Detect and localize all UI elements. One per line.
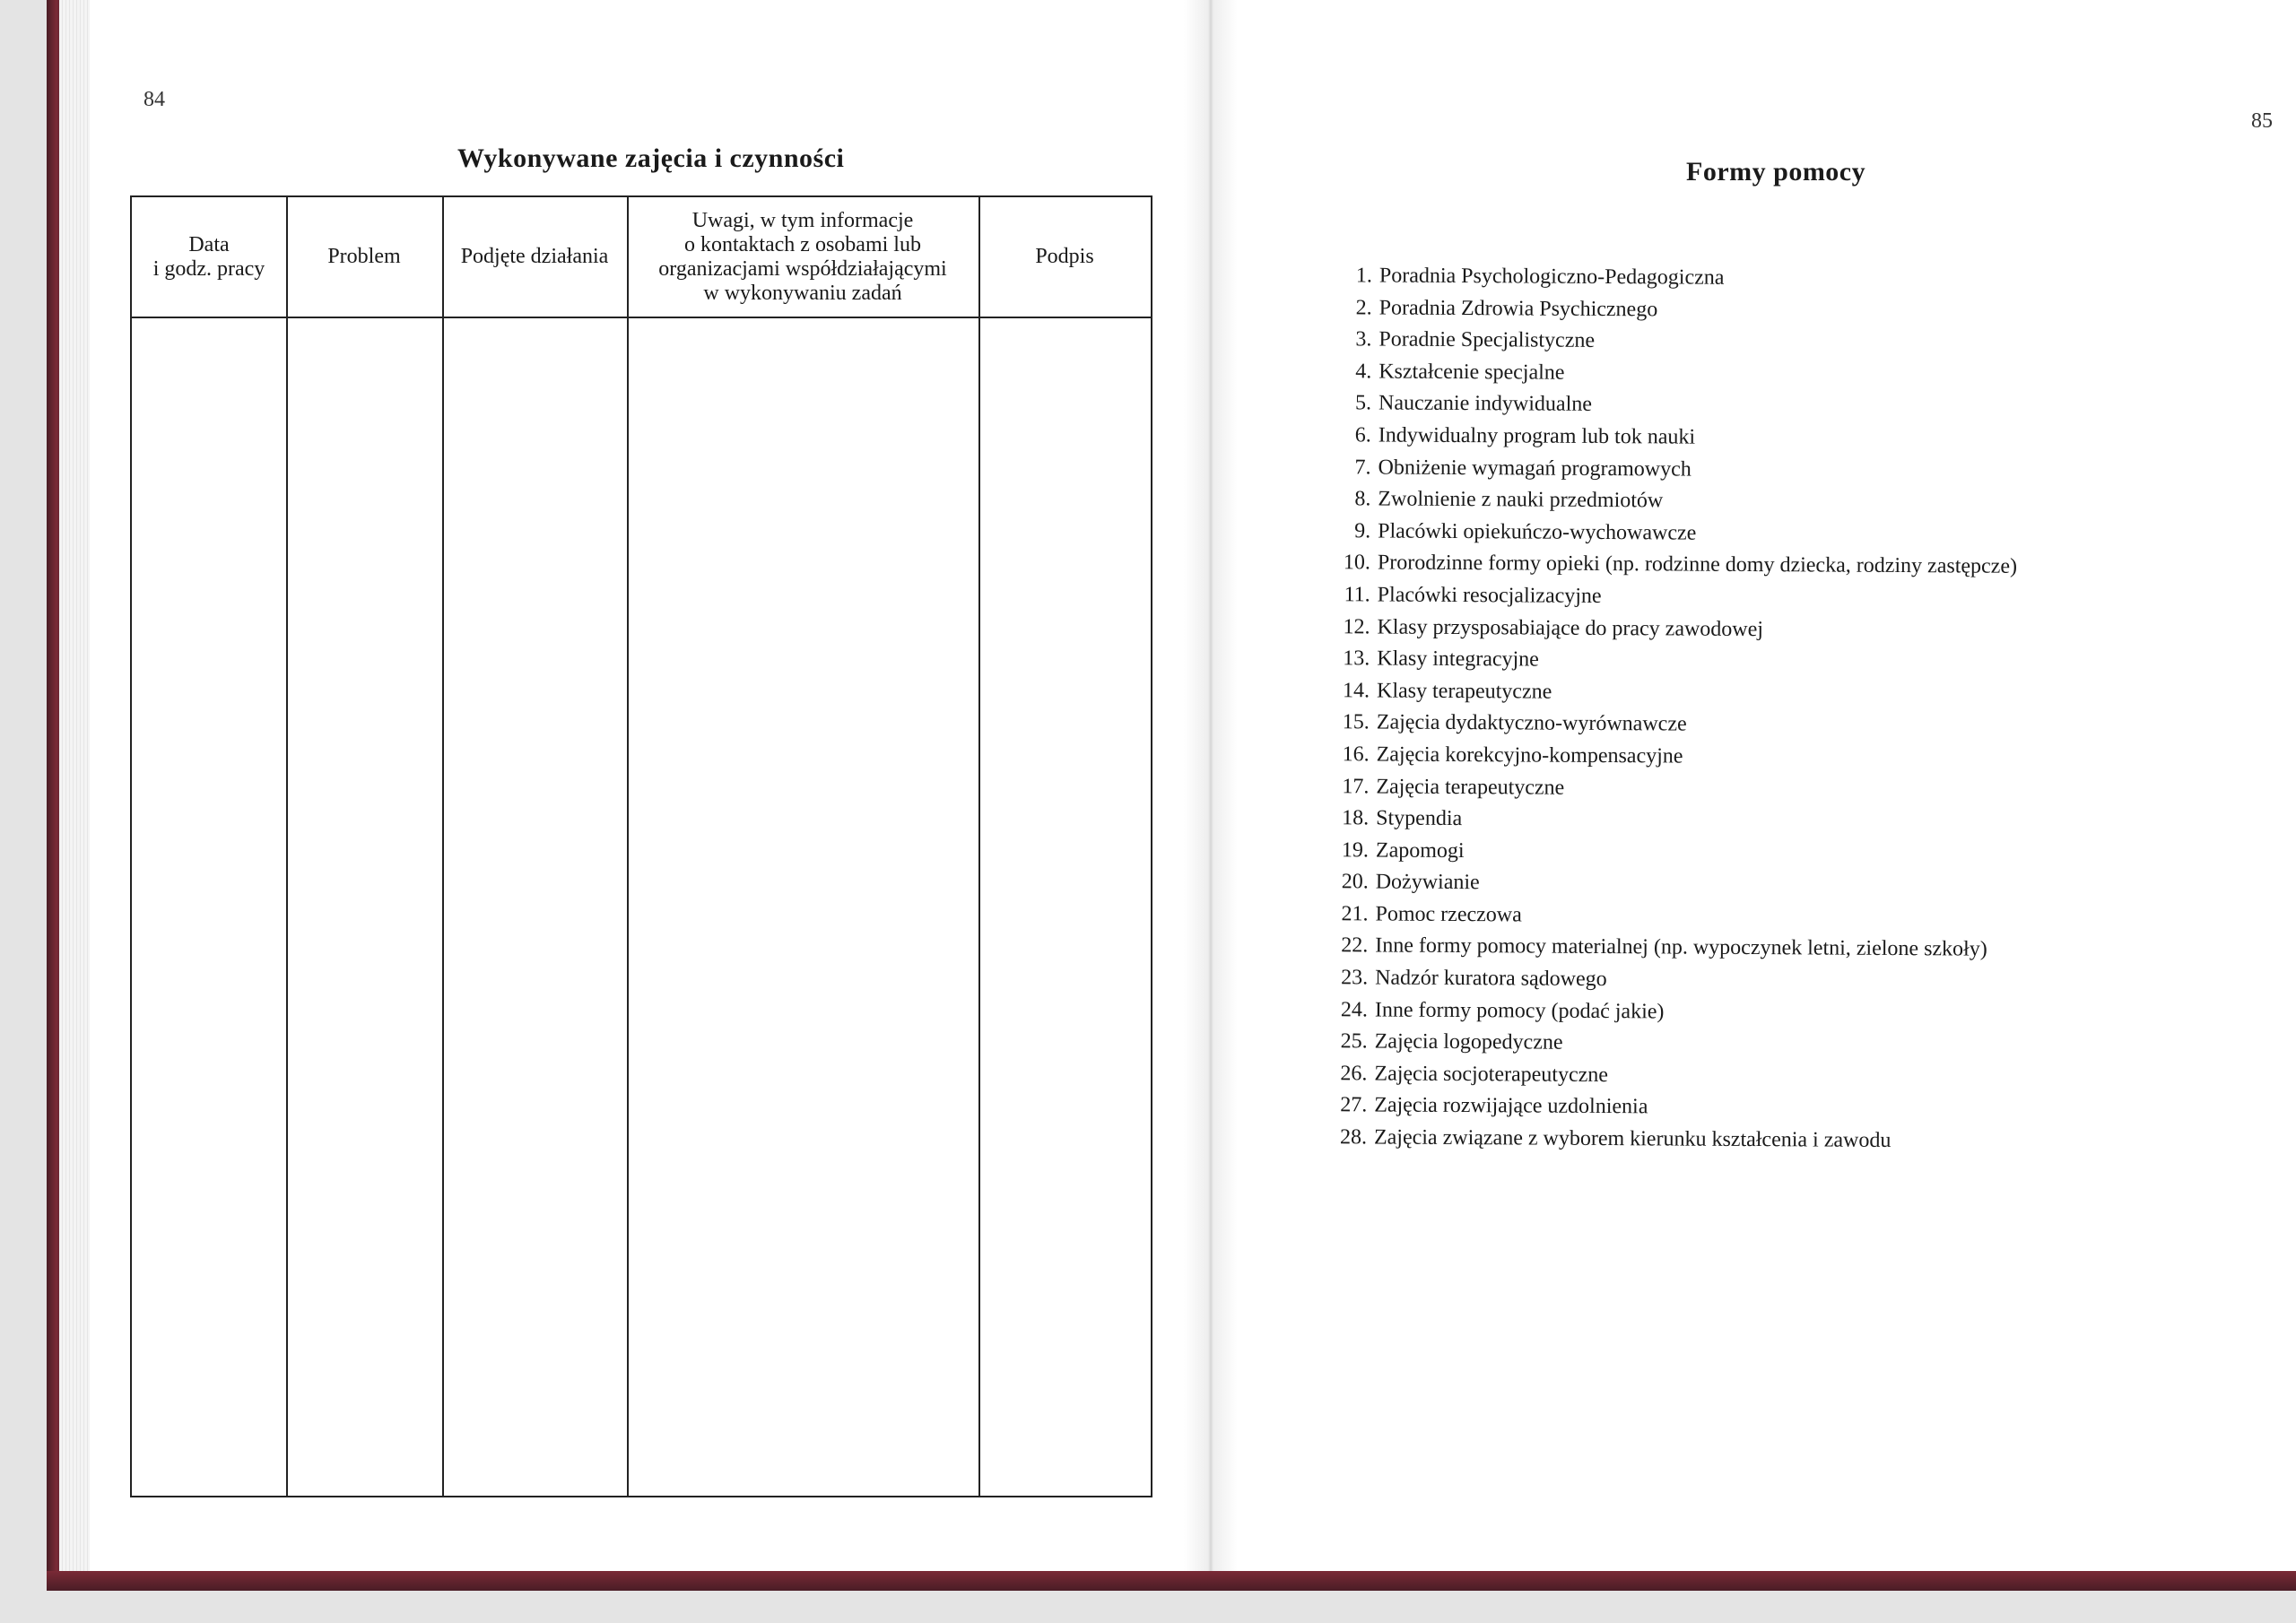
list-item-number: 11. <box>1344 583 1370 607</box>
list-item <box>1309 387 2116 424</box>
list-item-text: Poradnie Specjalistyczne <box>1378 327 1596 353</box>
table-column-divider <box>627 197 629 1496</box>
list-item-text: Placówki opiekuńczo-wychowawcze <box>1378 519 1697 545</box>
list-item-number: 15. <box>1342 710 1370 734</box>
list-item-number: 16. <box>1342 742 1370 767</box>
list-item <box>1307 643 2114 680</box>
list-item-text: Zajęcia rozwijające uzdolnienia <box>1374 1093 1648 1119</box>
list-item <box>1304 1058 2111 1095</box>
list-item-number: 7. <box>1354 455 1371 479</box>
list-item-text: Zajęcia socjoterapeutyczne <box>1374 1062 1609 1087</box>
list-item-number: 21. <box>1341 902 1369 926</box>
list-item <box>1309 324 2116 360</box>
list-item-number: 23. <box>1341 966 1369 990</box>
list-item <box>1306 803 2113 839</box>
list-item-number: 27. <box>1340 1093 1368 1117</box>
table-column-divider <box>286 197 288 1496</box>
list-item-text: Prorodzinne formy opieki (np. rodzinne domy dziecka, rodziny zastępcze) <box>1377 551 2018 579</box>
list-item-number: 13. <box>1343 647 1370 671</box>
list-item-number: 14. <box>1342 678 1370 703</box>
list-item <box>1306 835 2113 872</box>
list-item <box>1307 739 2114 776</box>
table-column-divider <box>442 197 444 1496</box>
list-item-number: 6. <box>1354 423 1371 447</box>
list-item-text: Nauczanie indywidualne <box>1378 391 1593 417</box>
list-item-text: Nadzór kuratora sądowego <box>1375 966 1607 992</box>
list-item-number: 28. <box>1339 1125 1368 1150</box>
list-item <box>1307 675 2114 712</box>
list-item <box>1305 930 2112 967</box>
list-item-number: 17. <box>1342 774 1370 798</box>
list-item <box>1305 898 2112 935</box>
table-header-row <box>132 197 1151 318</box>
list-item <box>1305 1026 2112 1063</box>
header-signature: Podpis <box>1035 245 1094 268</box>
list-item-number: 3. <box>1355 327 1372 352</box>
list-item-text: Zajęcia logopedyczne <box>1374 1029 1563 1055</box>
list-item-number: 18. <box>1342 806 1370 830</box>
list-item-number: 25. <box>1340 1029 1368 1054</box>
list-item-text: Pomoc rzeczowa <box>1375 902 1522 927</box>
list-item-number: 1. <box>1355 264 1372 288</box>
list-item-number: 8. <box>1354 487 1371 511</box>
list-item-text: Klasy integracyjne <box>1377 647 1539 672</box>
list-item-text: Klasy terapeutyczne <box>1376 679 1552 704</box>
list-item-text: Stypendia <box>1376 806 1463 831</box>
list-item-text: Zajęcia dydaktyczno-wyrównawcze <box>1376 710 1687 736</box>
list-item <box>1309 420 2116 456</box>
list-item <box>1308 483 2115 520</box>
list-item <box>1309 292 2117 329</box>
left-page-title: Wykonywane zajęcia i czynności <box>457 143 845 173</box>
list-item-number: 2. <box>1355 295 1372 320</box>
list-item <box>1306 866 2113 903</box>
list-item-number: 22. <box>1341 933 1369 958</box>
list-item-text: Zapomogi <box>1375 838 1465 863</box>
list-item-number: 10. <box>1343 551 1371 575</box>
left-page-number: 84 <box>144 88 165 111</box>
list-item-text: Kształcenie specjalne <box>1378 360 1565 385</box>
list-item-number: 24. <box>1340 997 1368 1022</box>
list-item-text: Klasy przysposabiające do pracy zawodowej <box>1377 615 1764 641</box>
list-item <box>1305 962 2112 999</box>
list-item <box>1308 452 2115 489</box>
list-item-text: Indywidualny program lub tok nauki <box>1378 423 1696 449</box>
book-cover-bottom <box>47 1571 2296 1591</box>
list-item-text: Dożywianie <box>1375 870 1480 895</box>
list-item <box>1305 994 2112 1031</box>
list-item-number: 12. <box>1343 614 1370 638</box>
list-item-text: Zajęcia związane z wyborem kierunku kształcenia i zawodu <box>1373 1125 1892 1153</box>
header-notes: Uwagi, w tym informacje o kontaktach z osobami lub organizacjami współdziałającymi w wykonywaniu zadań <box>658 208 947 305</box>
list-item <box>1307 707 2114 743</box>
list-item <box>1304 1089 2111 1126</box>
list-item <box>1308 516 2115 552</box>
header-problem: Problem <box>327 245 401 268</box>
activity-log-table <box>130 195 1152 1497</box>
list-item-text: Zajęcia korekcyjno-kompensacyjne <box>1376 742 1683 768</box>
list-item-text: Poradnia Zdrowia Psychicznego <box>1378 296 1658 321</box>
list-item <box>1308 547 2115 584</box>
list-item <box>1309 260 2117 297</box>
book-gutter <box>1184 0 1238 1571</box>
header-date: Data i godz. pracy <box>152 232 265 281</box>
list-item-text: Zwolnienie z nauki przedmiotów <box>1378 487 1664 513</box>
list-item-number: 9. <box>1354 519 1371 543</box>
list-item-text: Placówki resocjalizacyjne <box>1377 583 1602 608</box>
list-item <box>1309 356 2116 393</box>
list-item <box>1304 1122 2111 1159</box>
list-item <box>1307 612 2114 648</box>
list-item-number: 26. <box>1340 1062 1368 1086</box>
table-column-divider <box>978 197 980 1496</box>
help-forms-list <box>1304 260 2117 1159</box>
list-item-text: Inne formy pomocy (podać jakie) <box>1374 998 1665 1024</box>
list-item-text: Zajęcia terapeutyczne <box>1376 774 1565 800</box>
list-item <box>1308 579 2115 616</box>
list-item-text: Obniżenie wymagań programowych <box>1378 456 1692 482</box>
list-item-text: Inne formy pomocy materialnej (np. wypoczynek letni, zielone szkoły) <box>1375 933 1987 962</box>
list-item-number: 4. <box>1355 360 1372 384</box>
right-page-title: Formy pomocy <box>1686 157 1866 187</box>
right-page-number: 85 <box>2251 109 2273 133</box>
list-item <box>1306 770 2113 807</box>
list-item-number: 5. <box>1354 391 1372 415</box>
list-item-number: 20. <box>1341 870 1369 894</box>
header-actions: Podjęte działania <box>460 245 609 268</box>
list-item-text: Poradnia Psychologiczno-Pedagogiczna <box>1378 264 1725 290</box>
list-item-number: 19. <box>1341 838 1370 863</box>
